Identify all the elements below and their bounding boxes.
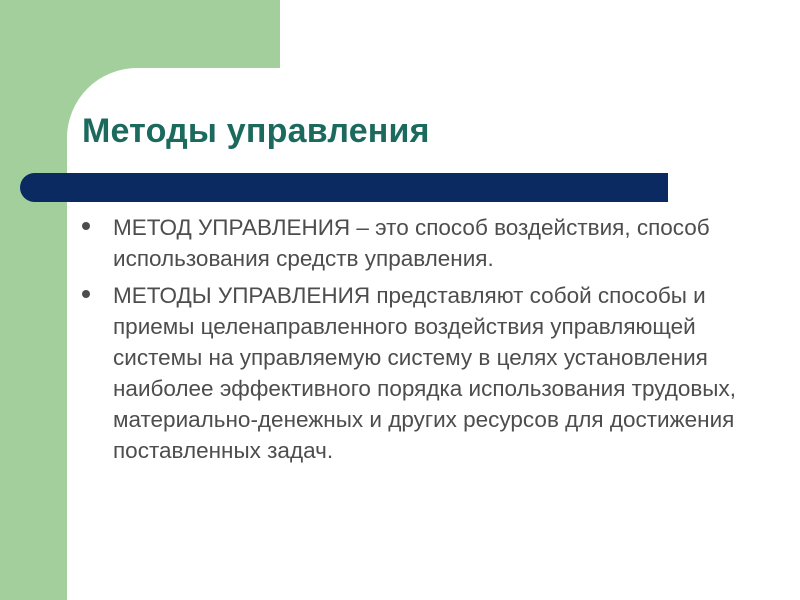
slide-title: Методы управления <box>82 112 430 150</box>
title-divider-bar <box>20 173 668 202</box>
bullet-body-text: представляют собой способы и приемы целенаправленного воздействия управляющей системы на управляемую систему в целях установления наиболее эффективного порядка использования трудовых, материально-денежных и других ресурсов для достижения поставленных задач. <box>113 283 736 463</box>
bullet-lead-text: МЕТОД УПРАВЛЕНИЯ <box>113 215 351 240</box>
bullet-dot-icon <box>82 290 90 298</box>
bullet-item-methods-description <box>80 280 740 466</box>
bullet-list <box>80 212 740 472</box>
bullet-item-method-definition <box>80 212 740 274</box>
bullet-dot-icon <box>82 222 90 230</box>
bullet-body-text: – это способ воздействия, способ использования средств управления. <box>113 215 710 271</box>
bullet-lead-text: МЕТОДЫ УПРАВЛЕНИЯ <box>113 283 371 308</box>
